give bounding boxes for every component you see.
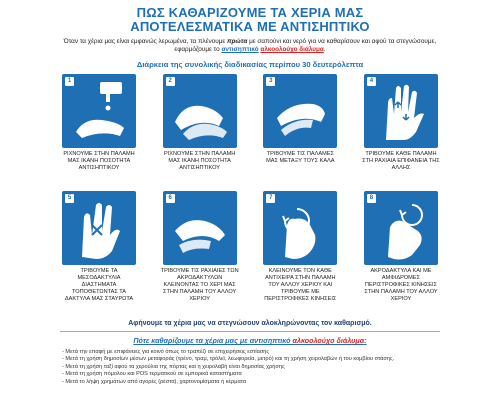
list-item: - Μετά τη χρήση ταξί αφού τα χερούλια της πόρτας και η χειρολαβή είναι δημοσίας χρήσης (62, 363, 285, 370)
title-line-1: ΠΩΣ ΚΑΘΑΡΙΖΟΥΜΕ ΤΑ ΧΕΡΙΑ ΜΑΣ (136, 5, 364, 20)
step-3 (261, 74, 339, 187)
title-line-2: ΑΠΟΤΕΛΕΣΜΑΤΙΚΑ ΜΕ ΑΝΤΙΣΗΠΤΙΚΟ (130, 19, 370, 34)
intro-highlight-alcohol: αλκοολούχο διάλυμα (260, 46, 324, 53)
when-end: : (364, 336, 367, 345)
thumb-rotation-icon (263, 191, 337, 265)
dispenser-icon (62, 74, 136, 148)
interlaced-fingers-icon (62, 191, 136, 265)
step-caption-3: ΤΡΙΒΟΥΜΕ ΤΙΣ ΠΑΛΑΜΕΣ ΜΑΣ ΜΕΤΑΞΥ ΤΟΥΣ ΚΑΛΑ (266, 151, 335, 164)
step-number-7: 7 (266, 194, 275, 203)
step-8 (362, 191, 440, 318)
step-number-1: 1 (65, 77, 74, 86)
when-highlight-antiseptic: αντισηπτικό (249, 336, 291, 345)
step-number-2: 2 (166, 77, 175, 86)
step-caption-5: ΤΡΙΒΟΥΜΕ ΤΑ ΜΕΣΟΔΑΚΤΥΛΙΑ ΔΙΑΣΤΗΜΑΤΑ ΤΟΠΟΘΕΤΩΝΤΑΣ ΤΑ ΔΑΚΤΥΛΑ ΜΑΣ ΣΤΑΥΡΩΤΑ (64, 268, 134, 302)
step-caption-4: ΤΡΙΒΟΥΜΕ ΚΑΘΕ ΠΑΛΑΜΗ ΣΤΗ ΡΑΧΙΑΙΑ ΕΠΙΦΑΝΕΙΑ ΤΗΣ ΑΛΛΗΣ (362, 151, 440, 171)
intro-highlight-antiseptic: αντισηπτικό (221, 46, 259, 53)
step-tile-2 (163, 74, 237, 148)
when-heading (60, 336, 440, 345)
step-1 (60, 74, 138, 187)
step-caption-6: ΤΡΙΒΟΥΜΕ ΤΙΣ ΡΑΧΙΑΙΕΣ ΤΩΝ ΑΚΡΟΔΑΚΤΥΛΩΝ ΚΛΕΙΝΟΝΤΑΣ ΤΟ ΧΕΡΙ ΜΑΣ ΣΤΗΝ ΠΑΛΑΜΗ ΤΟΥ ΑΛΛΟΥ ΧΕΡΙΟΥ (160, 268, 239, 302)
step-caption-8: ΑΚΡΟΔΑΚΤΥΛΑ ΚΑΙ ΜΕ ΑΜΦΙΔΡΟΜΕΣ ΠΕΡΙΣΤΡΟΦΙΚΕΣ ΚΙΝΗΣΕΙΣ ΣΤΗΝ ΠΑΛΑΜΗ ΤΟΥ ΑΛΛΟΥ ΧΕΡΙΟΥ (364, 268, 438, 302)
intro-text (60, 38, 440, 54)
step-number-3: 3 (266, 77, 275, 86)
when-list (60, 349, 440, 386)
locked-fingers-icon (163, 191, 237, 265)
step-number-5: 5 (65, 194, 74, 203)
step-4 (362, 74, 440, 187)
steps-row-2 (60, 191, 440, 318)
poster-title (60, 6, 440, 34)
fingertips-rotation-icon (364, 191, 438, 265)
steps-grid (60, 74, 440, 318)
step-tile-3 (263, 74, 337, 148)
dry-note: Αφήνουμε τα χέρια μας να στεγνώσουν αλοκληρώνοντας τον καθαρισμό. (128, 320, 372, 327)
list-item: - Μετά τη χρήση πόμολου και POS τερματικού σε εμπορικά καταστήματα (62, 371, 242, 378)
step-tile-4 (364, 74, 438, 148)
step-5 (60, 191, 138, 318)
back-of-hand-icon (364, 74, 438, 148)
intro-emphasis: πρώτα (227, 38, 248, 45)
step-tile-8 (364, 191, 438, 265)
step-tile-1 (62, 74, 136, 148)
when-part-1: Πότε καθαρίζουμε τα χέρια μας με (133, 336, 250, 345)
step-2 (161, 74, 239, 187)
duration-heading: Διάρκεια της συνολικής διαδικασίας περίπου 30 δευτερόλεπτα (136, 60, 364, 69)
list-item: - Μετά τη χρήση δημοσίων μέσων μεταφοράς (τρένο, τραμ, τρόλεϊ, λεωφορεία, μετρό) και τη χρήση χειρολαβών ή του κομβίου στάσης. (62, 356, 395, 363)
step-7 (261, 191, 339, 318)
list-item: - Μετά το λήψη χρημάτων από αγορές (ρέστα), χαρτονομίσματα ή κέρματα (62, 378, 247, 385)
step-caption-7: ΚΛΕΙΝΟΥΜΕ ΤΟΝ ΚΑΘΕ ΑΝΤΙΧΕΙΡΑ ΣΤΗΝ ΠΑΛΑΜΗ ΤΟΥ ΑΛΛΟΥ ΧΕΡΙΟΥ ΚΑΙ ΤΡΙΒΟΥΜΕ ΜΕ ΠΕΡΙΣΤΡΟΦΙΚΕΣ ΚΙΝΗΣΕΙΣ (264, 268, 337, 302)
intro-part-2: με σαπούνι και νερό για να καθαρίσουν και αφού τα στεγνώσουμε, εφαρμόζουμε το (174, 38, 437, 53)
step-number-8: 8 (367, 194, 376, 203)
steps-row-1 (60, 74, 440, 187)
divider (60, 331, 440, 332)
step-tile-7 (263, 191, 337, 265)
palms-rub-icon (163, 74, 237, 148)
step-caption-2: ΡΙΧΝΟΥΜΕ ΣΤΗΝ ΠΑΛΑΜΗ ΜΑΣ ΙΚΑΝΗ ΠΟΣΟΤΗΤΑ ΑΝΤΙΣΗΠΤΙΚΟΥ (163, 151, 236, 171)
step-6 (161, 191, 239, 318)
step-tile-5 (62, 191, 136, 265)
intro-end: . (323, 46, 326, 53)
palms-together-icon (263, 74, 337, 148)
step-number-4: 4 (367, 77, 376, 86)
step-tile-6 (163, 191, 237, 265)
list-item: - Μετά την επαφή με επιφάνειες για κοινό όπως το τραπέζι σε επιχειρήσεις εστίασης (62, 349, 270, 355)
step-number-6: 6 (166, 194, 175, 203)
step-caption-1: ΡΙΧΝΟΥΜΕ ΣΤΗΝ ΠΑΛΑΜΗ ΜΑΣ ΙΚΑΝΗ ΠΟΣΟΤΗΤΑ ΑΝΤΙΣΗΠΤΙΚΟΥ (63, 151, 135, 171)
intro-part-1: Όταν τα χέρια μας είναι εμφανώς λερωμένα, τα πλένουμε (63, 38, 227, 45)
when-highlight-alcohol: αλκοολούχο διάλυμα (292, 336, 365, 345)
